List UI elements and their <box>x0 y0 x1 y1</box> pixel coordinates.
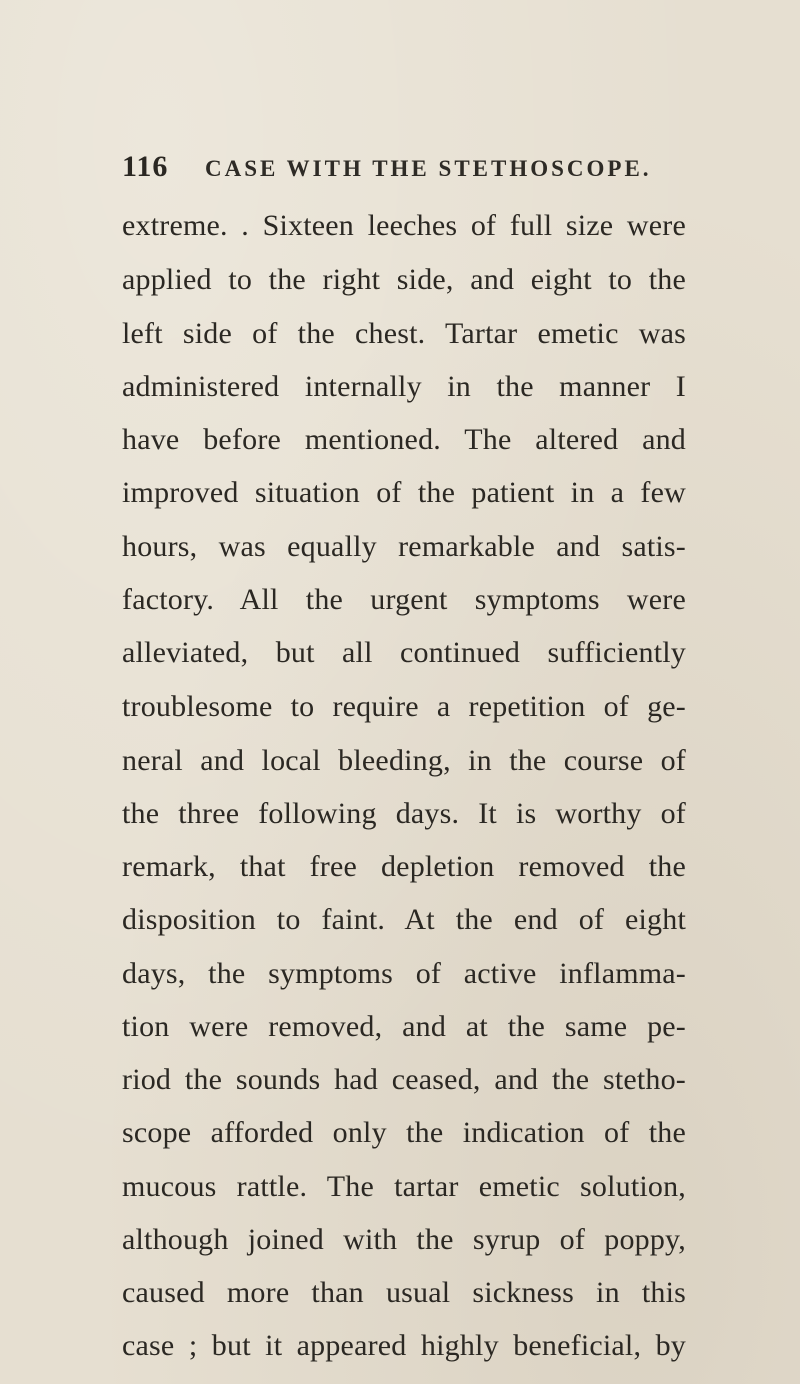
text-line: left side of the chest. Tartar emetic was <box>122 317 686 350</box>
running-head: CASE WITH THE STETHOSCOPE. <box>205 156 652 181</box>
text-line: applied to the right side, and eight to the <box>122 263 686 296</box>
text-line: neral and local bleeding, in the course of <box>122 744 686 777</box>
text-line: troublesome to require a repetition of ge- <box>122 690 686 723</box>
page-number: 116 <box>122 150 169 183</box>
text-line: caused more than usual sickness in this <box>122 1276 686 1309</box>
text-line: scope afforded only the indication of the <box>122 1116 686 1149</box>
text-line: alleviated, but all continued sufficiently <box>122 636 686 669</box>
text-line: days, the symptoms of active inflamma- <box>122 957 686 990</box>
text-line: mucous rattle. The tartar emetic solution, <box>122 1170 686 1203</box>
text-line: disposition to faint. At the end of eight <box>122 903 686 936</box>
page-header <box>0 150 800 190</box>
text-line: factory. All the urgent symptoms were <box>122 583 686 616</box>
text-line: although joined with the syrup of poppy, <box>122 1223 686 1256</box>
text-line: hours, was equally remarkable and satis- <box>122 530 686 563</box>
text-line: remark, that free depletion removed the <box>122 850 686 883</box>
text-line: extreme. . Sixteen leeches of full size were <box>122 209 686 242</box>
text-line: administered internally in the manner I <box>122 370 686 403</box>
text-line: the three following days. It is worthy of <box>122 797 686 830</box>
text-line: improved situation of the patient in a few <box>122 476 686 509</box>
text-line: riod the sounds had ceased, and the stetho- <box>122 1063 686 1096</box>
text-line: case ; but it appeared highly beneficial, by <box>122 1329 686 1362</box>
text-line: have before mentioned. The altered and <box>122 423 686 456</box>
text-line: tion were removed, and at the same pe- <box>122 1010 686 1043</box>
